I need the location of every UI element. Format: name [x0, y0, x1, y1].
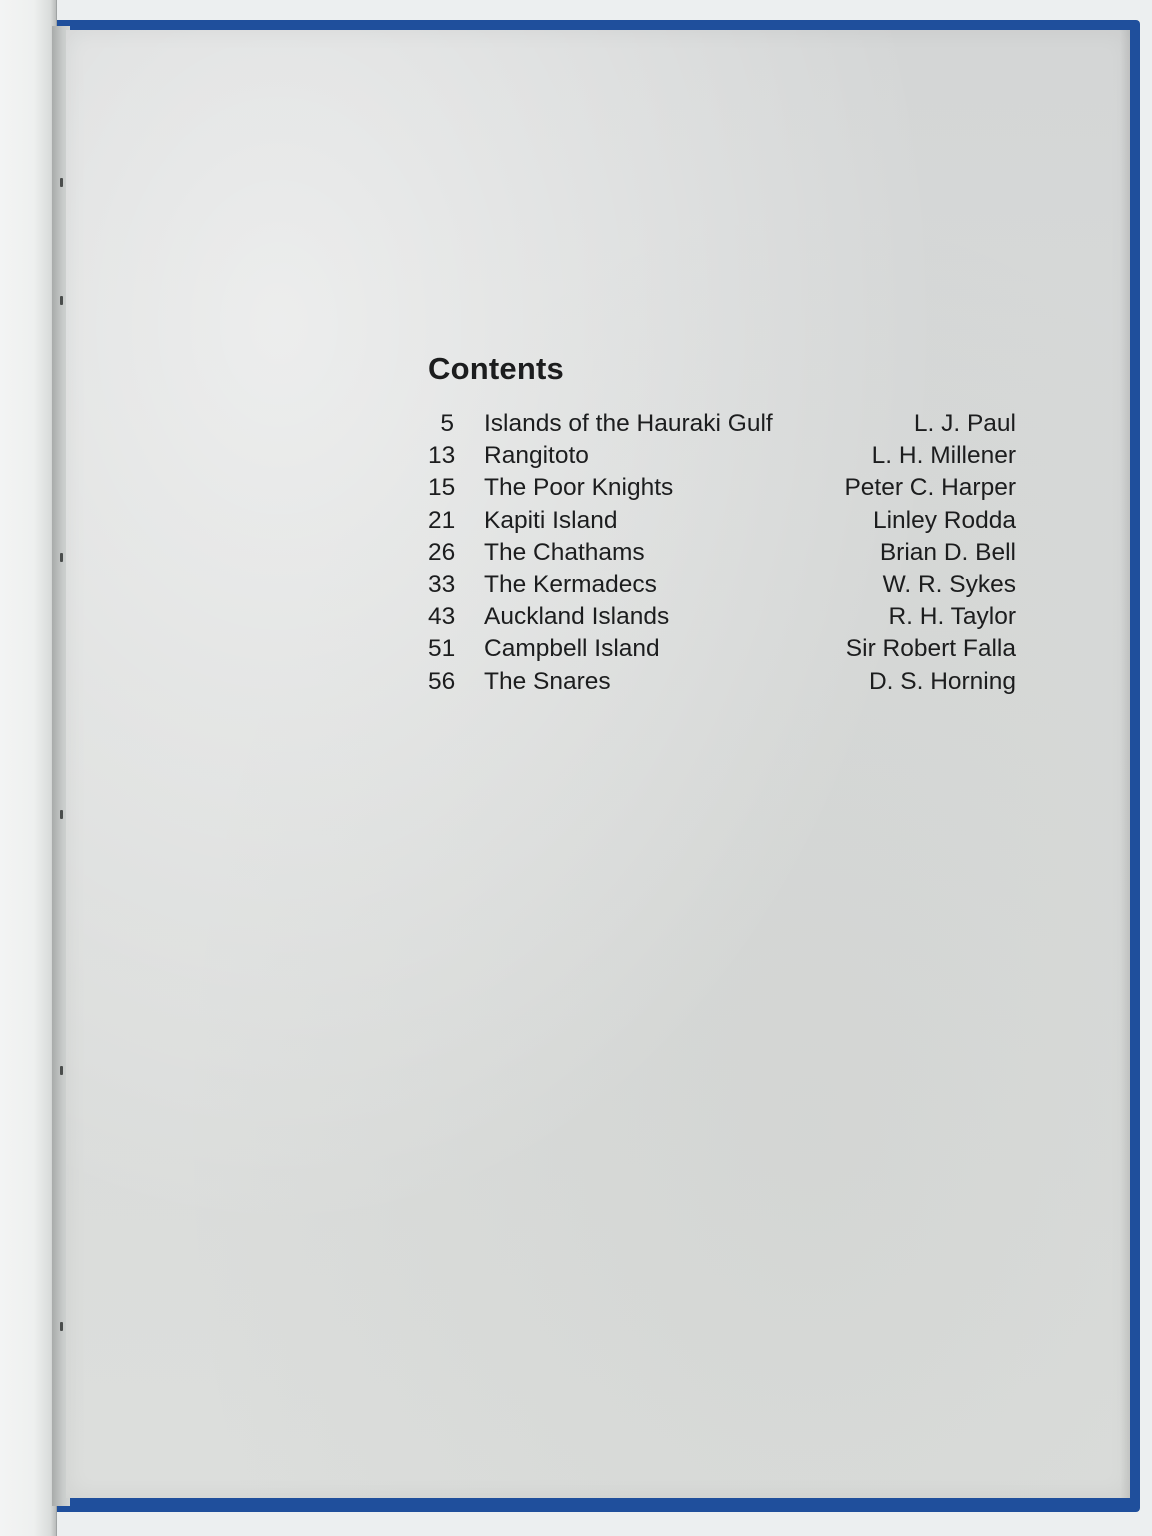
- toc-chapter-title: The Kermadecs: [484, 570, 657, 598]
- toc-entry: [428, 472, 1028, 504]
- toc-entry: [428, 408, 1028, 440]
- toc-page-number: 51: [428, 635, 456, 663]
- page-edge-shadow: [1120, 30, 1130, 1498]
- toc-author: Brian D. Bell: [879, 538, 1016, 566]
- toc-entry: [428, 505, 1028, 537]
- toc-author: L. H. Millener: [871, 442, 1016, 470]
- toc-chapter-title: Kapiti Island: [484, 506, 618, 534]
- binding-stitch: [60, 296, 63, 305]
- toc-entry: [428, 633, 1028, 665]
- toc-author: W. R. Sykes: [882, 570, 1016, 598]
- toc-author: Linley Rodda: [872, 506, 1016, 534]
- table-of-contents: [428, 350, 1028, 698]
- toc-author: R. H. Taylor: [888, 603, 1016, 631]
- toc-chapter-title: Campbell Island: [484, 635, 660, 663]
- toc-author: D. S. Horning: [868, 667, 1016, 695]
- contents-heading: Contents: [428, 351, 564, 386]
- toc-author: Sir Robert Falla: [845, 635, 1016, 663]
- toc-page-number: 56: [428, 667, 456, 695]
- toc-page-number: 5: [440, 410, 454, 437]
- toc-entry: [428, 537, 1028, 569]
- toc-page-number: 21: [428, 506, 456, 534]
- left-flyleaf-page: [0, 0, 57, 1536]
- binding-stitch: [60, 1066, 63, 1075]
- binding-stitch: [60, 553, 63, 562]
- toc-chapter-title: The Poor Knights: [484, 474, 674, 502]
- binding-stitch: [60, 810, 63, 819]
- toc-entry: [428, 569, 1028, 601]
- toc-page-number: 33: [428, 570, 456, 598]
- toc-page-number: 43: [428, 603, 456, 631]
- toc-page-number: 13: [428, 442, 456, 470]
- binding-stitch: [60, 1322, 63, 1331]
- contents-page: [66, 30, 1130, 1498]
- toc-page-number: 26: [428, 538, 456, 566]
- binding-stitch: [60, 178, 63, 187]
- toc-page-number: 15: [428, 474, 456, 502]
- toc-author: L. J. Paul: [913, 410, 1016, 437]
- toc-entry: [428, 601, 1028, 633]
- toc-chapter-title: The Chathams: [484, 538, 645, 566]
- toc-author: Peter C. Harper: [844, 474, 1016, 502]
- toc-entry: [428, 440, 1028, 472]
- toc-chapter-title: Islands of the Hauraki Gulf: [484, 410, 773, 437]
- toc-chapter-title: The Snares: [484, 667, 611, 695]
- toc-chapter-title: Rangitoto: [484, 442, 589, 470]
- toc-entry: [428, 666, 1028, 698]
- toc-chapter-title: Auckland Islands: [484, 603, 670, 631]
